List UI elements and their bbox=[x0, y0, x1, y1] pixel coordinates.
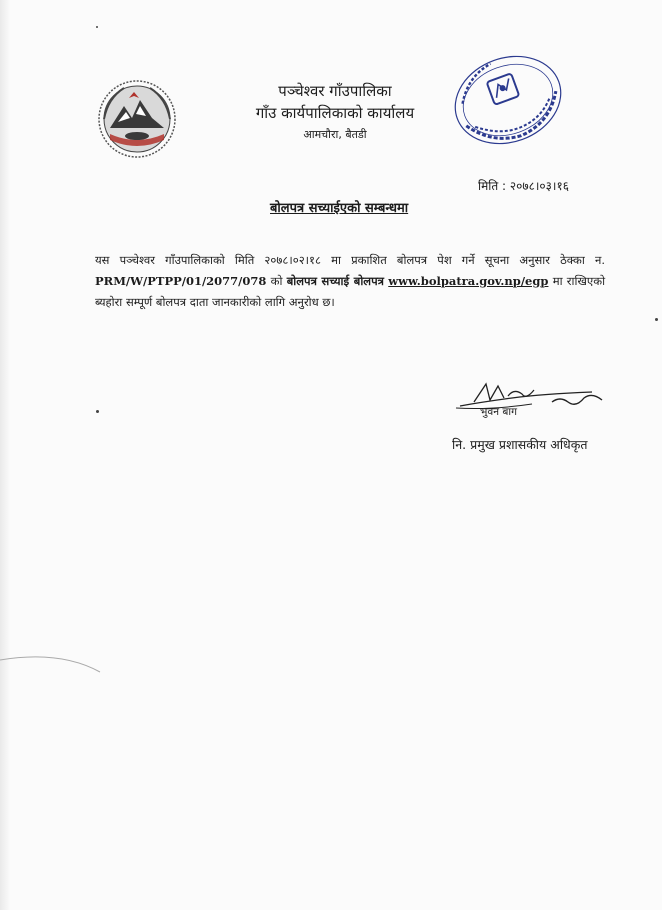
body-ko: को bbox=[270, 274, 283, 288]
letter-subject: बोलपत्र सच्याईएको सम्बन्धमा bbox=[270, 201, 409, 216]
office-header bbox=[220, 80, 450, 144]
letter-date bbox=[478, 177, 569, 194]
scan-speck bbox=[655, 318, 658, 321]
signatory-title: नि. प्रमुख प्रशासकीय अधिकृत bbox=[452, 437, 588, 452]
date-label: मिति : bbox=[478, 179, 507, 193]
nepal-government-emblem-icon bbox=[96, 78, 178, 160]
office-address: आमचौरा, बैतडी bbox=[303, 128, 367, 141]
letter-body bbox=[95, 250, 605, 313]
body-correction: बोलपत्र सच्याई बोलपत्र bbox=[286, 274, 384, 288]
office-seal-stamp-icon bbox=[448, 50, 568, 150]
scan-fold-mark bbox=[0, 650, 110, 710]
contract-number: PRM/W/PTPP/01/2077/078 bbox=[95, 274, 267, 288]
date-value: २०७८।०३।१६ bbox=[509, 179, 569, 193]
scan-edge-shadow bbox=[0, 0, 10, 910]
handwritten-signature bbox=[452, 378, 617, 420]
scan-speck bbox=[96, 410, 99, 413]
municipality-name: पञ्चेश्वर गाँउपालिका bbox=[278, 82, 392, 100]
body-closing: मा राखिएको ब्यहोरा सम्पूर्ण बोलपत्र दाता जानकारीको लागि अनुरोध छ। bbox=[95, 274, 606, 309]
scan-speck bbox=[96, 26, 98, 28]
signatory-name: भुवन बाग bbox=[480, 406, 518, 418]
office-name: गाँउ कार्यपालिकाको कार्यालय bbox=[255, 104, 415, 122]
bolpatra-link[interactable]: www.bolpatra.gov.np/egp bbox=[388, 274, 549, 288]
body-intro: यस पञ्चेश्वर गाँउपालिकाको मिति २०७८।०२।१८ मा प्रकाशित बोलपत्र पेश गर्ने सूचना अनुसार ठेक्का न. bbox=[95, 253, 605, 267]
